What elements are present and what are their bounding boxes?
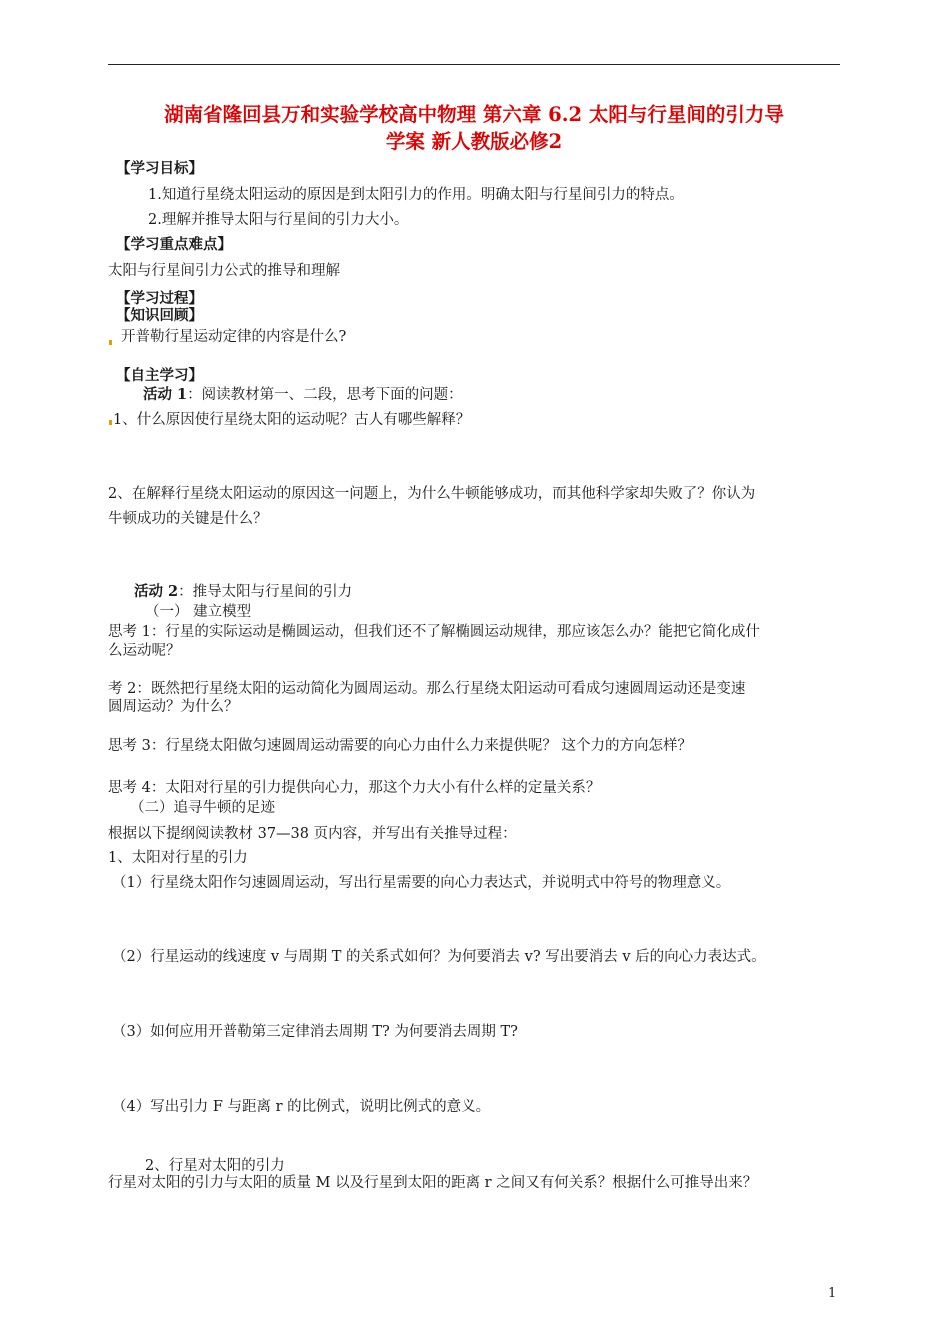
header-rule	[108, 64, 840, 65]
subsection-1: 1、太阳对行星的引力	[108, 850, 248, 866]
doc-title-line2: 学案 新人教版必修2	[385, 130, 563, 153]
reading-intro: 根据以下提纲阅读教材 37—38 页内容，并写出有关推导过程：	[108, 826, 517, 842]
self-study-heading: 【自主学习】	[116, 367, 203, 384]
process-heading: 【学习过程】	[116, 290, 203, 307]
activity2-text: ：推导太阳与行星间的引力	[178, 584, 353, 600]
prompt-2: （2）行星运动的线速度 v 与周期 T 的关系式如何？为何要消去 v? 写出要消去 v 后的向心力表达式。	[112, 949, 766, 965]
think-1-line1: 思考 1：行星的实际运动是椭圆运动，但我们还不了解椭圆运动规律，那应该怎么办？能把它简化成什	[108, 624, 760, 640]
question-2-line1: 2、在解释行星绕太阳运动的原因这一问题上，为什么牛顿能够成功，而其他科学家却失败了？你认为	[108, 486, 756, 502]
activity2-label: 活动 2	[134, 583, 179, 600]
think-3: 思考 3：行星绕太阳做匀速圆周运动需要的向心力由什么力来提供呢？ 这个力的方向怎样？	[108, 738, 692, 754]
margin-mark	[109, 420, 112, 425]
activity1-line	[143, 385, 463, 405]
goal-item-2: 2.理解并推导太阳与行星间的引力大小。	[148, 212, 409, 228]
subsection-2-question: 行星对太阳的引力与太阳的质量 M 以及行星到太阳的距离 r 之间又有何关系？根据什么可推导出来？	[108, 1175, 758, 1191]
margin-mark	[109, 340, 112, 345]
goal-item-1: 1.知道行星绕太阳运动的原因是到太阳引力的作用。明确太阳与行星间引力的特点。	[148, 187, 684, 203]
think-2-line1: 考 2：既然把行星绕太阳的运动简化为圆周运动。那么行星绕太阳运动可看成匀速圆周运动还是变速	[108, 681, 746, 697]
page-number: 1	[828, 1286, 837, 1301]
question-2-line2: 牛顿成功的关键是什么？	[108, 511, 268, 527]
prompt-4: （4）写出引力 F 与距离 r 的比例式，说明比例式的意义。	[112, 1099, 491, 1115]
question-1: 1、什么原因使行星绕太阳的运动呢？古人有哪些解释？	[113, 412, 471, 428]
key-heading: 【学习重点难点】	[116, 236, 232, 253]
subsection-2: 2、行星对太阳的引力	[145, 1158, 285, 1174]
activity1-text: ：阅读教材第一、二段，思考下面的问题：	[187, 387, 463, 403]
goals-heading: 【学习目标】	[116, 160, 203, 177]
think-1-line2: 么运动呢？	[108, 643, 181, 659]
section-model: （一） 建立模型	[145, 604, 252, 620]
think-2-line2: 圆周运动？为什么？	[108, 699, 239, 715]
review-heading: 【知识回顾】	[116, 307, 203, 324]
doc-title-line1: 湖南省隆回县万和实验学校高中物理 第六章 6.2 太阳与行星间的引力导	[164, 103, 784, 126]
activity2-line	[134, 582, 352, 602]
review-question: 开普勒行星运动定律的内容是什么?	[121, 329, 347, 345]
section-newton: （二）追寻牛顿的足迹	[130, 800, 275, 816]
prompt-1: （1）行星绕太阳作匀速圆周运动，写出行星需要的向心力表达式，并说明式中符号的物理意义。	[112, 875, 731, 891]
prompt-3: （3）如何应用开普勒第三定律消去周期 T? 为何要消去周期 T?	[112, 1024, 518, 1040]
think-4: 思考 4：太阳对行星的引力提供向心力，那这个力大小有什么样的定量关系？	[108, 780, 601, 796]
key-text: 太阳与行星间引力公式的推导和理解	[108, 263, 340, 279]
activity1-label: 活动 1	[143, 386, 188, 403]
